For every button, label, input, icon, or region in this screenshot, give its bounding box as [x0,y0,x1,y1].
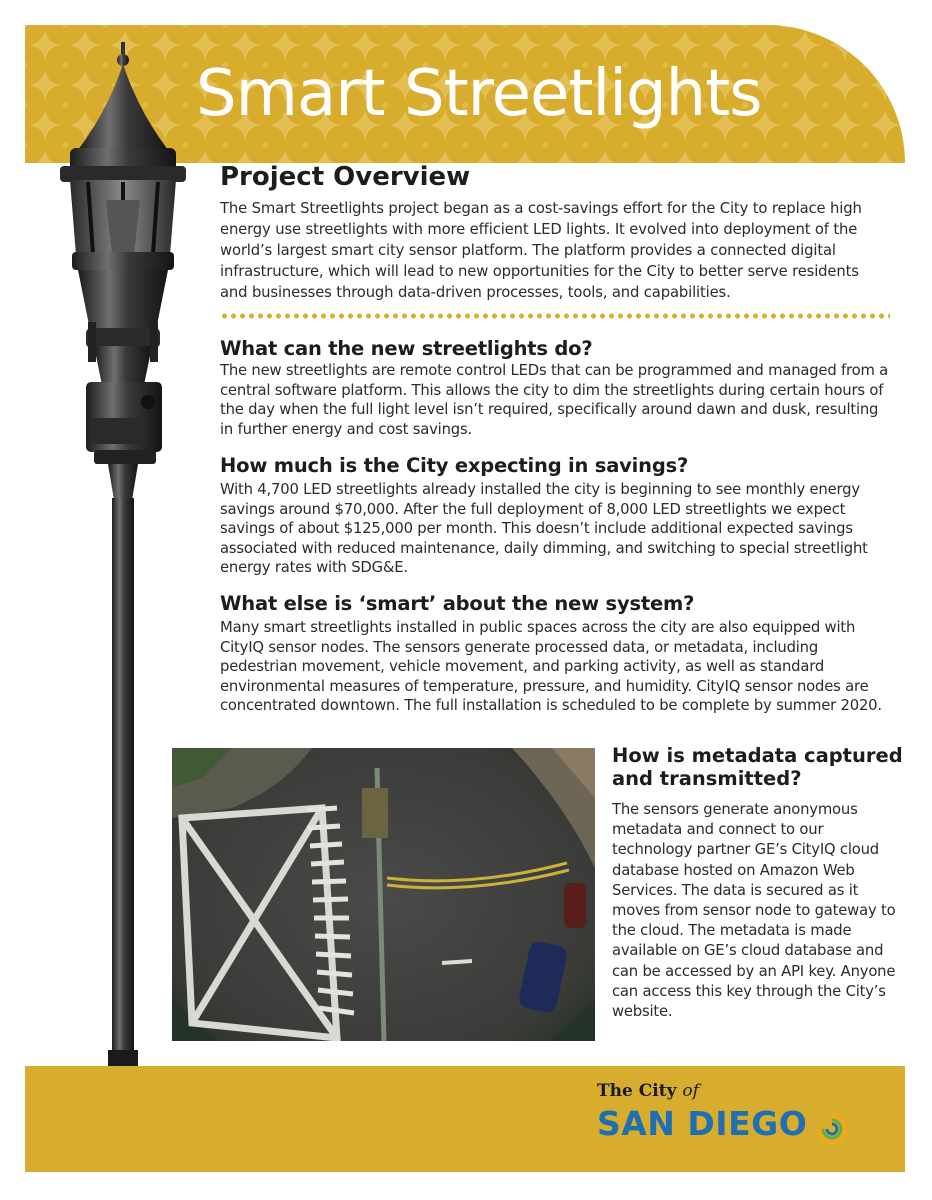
street-camera-photo [172,748,595,1041]
san-diego-logo [597,1080,867,1150]
section-body-smart: Many smart streetlights installed in public spaces across the city are also equipped with CityIQ sensor nodes. The sensors generate processed data, or metadata, including pedestrian movement, vehicle movement, and parking activity, as well as standard environmental measures of temperature, pressure, and humidity. CityIQ sensor nodes are concentrated downtown. The full installation is scheduled to be complete by summer 2020. [220,619,882,714]
sidebar-heading: How is metadata captured and transmitted? [612,744,903,790]
section-heading-capabilities: What can the new streetlights do? [220,337,593,360]
logo-the-city: The City [597,1081,677,1101]
section-heading-savings: How much is the City expecting in savings? [220,454,689,477]
section-heading-smart: What else is ‘smart’ about the new system? [220,592,695,615]
overview-heading: Project Overview [220,162,471,192]
page-title: Smart Streetlights [196,57,762,131]
sidebar-body: The sensors generate anonymous metadata and connect to our technology partner GE’s CityIQ cloud database hosted on Amazon Web Services. The data is secured as it moves from sensor node to gateway to the cloud. The metadata is made available on GE’s cloud database and can be accessed by an API key. Anyone can access this key through the City’s website. [612,801,896,1021]
logo-line1 [597,1080,699,1102]
section-body-savings: With 4,700 LED streetlights already installed the city is beginning to see monthly energy savings around $70,000. After the full deployment of 8,000 LED streetlights we expect savings of about $125,000 per month. This doesn’t include additional expected savings associated with reduced maintenance, daily dimming, and switching to special streetlight energy rates with SDG&E. [220,481,868,576]
logo-of: of [682,1081,699,1101]
section-body-capabilities: The new streetlights are remote control LEDs that can be programmed and managed from a central software platform. This allows the city to dim the streetlights during certain hours of the day when the full light level isn’t required, specifically around dawn and dusk, resulting in further energy and cost savings. [220,362,889,438]
overview-body: The Smart Streetlights project began as a cost-savings effort for the City to replace high energy use streetlights with more efficient LED lights. It evolved into deployment of the world’s largest smart city sensor platform. The platform provides a connected digital infrastructure, which will lead to new opportunities for the City to better serve residents and businesses through data-driven processes, tools, and capabilities. [220,200,862,301]
logo-san-diego: SAN DIEGO [597,1104,808,1143]
san-diego-sun-logo [813,1110,851,1148]
dotted-divider [220,312,890,320]
